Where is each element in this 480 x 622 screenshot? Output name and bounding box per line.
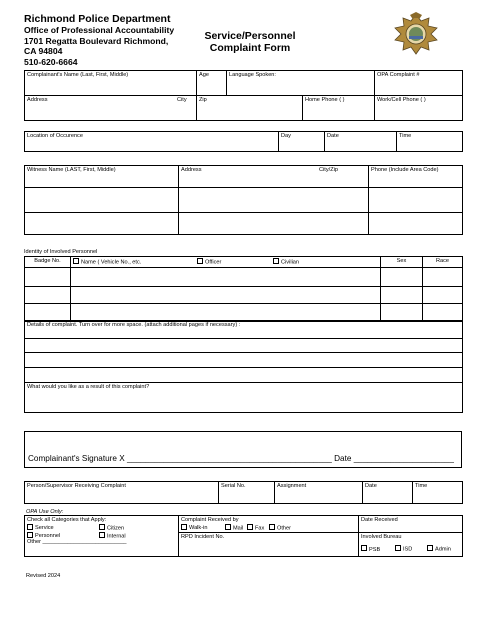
categories-label: Check all Categories that Apply: xyxy=(27,517,107,523)
assignment-field[interactable] xyxy=(275,482,363,504)
rpd-incident-field[interactable] xyxy=(179,532,359,556)
org-city: CA 94804 xyxy=(24,46,63,56)
other-received-checkbox[interactable] xyxy=(269,524,275,530)
details-table xyxy=(24,320,463,413)
receiving-time-field[interactable] xyxy=(413,482,463,504)
witness-address-field[interactable] xyxy=(179,166,369,188)
service-checkbox[interactable] xyxy=(27,524,33,530)
receiving-date-field[interactable] xyxy=(363,482,413,504)
details-label: Details of complaint. Turn over for more space. (attach additional pages if necessary) : xyxy=(27,322,241,328)
isd-label: ISD xyxy=(403,546,413,553)
day-field[interactable] xyxy=(279,132,325,152)
serial-no-label: Serial No. xyxy=(221,483,246,489)
badge-no-header xyxy=(25,257,71,268)
isd-checkbox[interactable] xyxy=(395,545,401,551)
walkin-checkbox[interactable] xyxy=(181,524,187,530)
personnel-name-label: Name ( Vehicle No., etc. xyxy=(81,259,142,266)
witness-row-cell[interactable] xyxy=(369,213,463,235)
personnel-cell[interactable] xyxy=(71,287,381,304)
personnel-section-label: Identity of Involved Personnel xyxy=(24,249,98,255)
opa-use-table xyxy=(24,515,463,557)
time-field[interactable] xyxy=(397,132,463,152)
citizen-label: Citizen xyxy=(107,525,125,532)
age-label: Age xyxy=(199,72,209,78)
witness-cityzip-label: City/Zip xyxy=(319,167,338,173)
received-by-label: Complaint Received by xyxy=(181,517,239,523)
rpd-incident-label: RPD Incident No. xyxy=(181,533,225,540)
personnel-cell[interactable] xyxy=(71,304,381,322)
sex-label: Sex xyxy=(396,258,407,264)
receiving-table xyxy=(24,481,463,504)
witness-row-cell[interactable] xyxy=(369,188,463,213)
witness-phone-label: Phone (Include Area Code) xyxy=(371,167,439,173)
date-field[interactable] xyxy=(325,132,397,152)
admin-checkbox[interactable] xyxy=(427,545,433,551)
date-label: Date xyxy=(327,133,339,139)
civilian-label: Civilian xyxy=(281,259,300,266)
personnel-cell[interactable] xyxy=(423,287,463,304)
address-label: Address xyxy=(27,97,48,103)
personnel-cell[interactable] xyxy=(25,304,71,322)
result-field[interactable] xyxy=(25,383,463,413)
personnel-checkbox[interactable] xyxy=(27,532,33,538)
location-field[interactable] xyxy=(25,132,279,152)
walkin-label: Walk-in xyxy=(189,525,208,532)
time-label: Time xyxy=(399,133,412,139)
org-phone: 510-620-6664 xyxy=(24,56,78,67)
checkbox-icon[interactable] xyxy=(73,258,79,264)
personnel-table xyxy=(24,256,463,322)
age-field[interactable] xyxy=(197,71,227,96)
receiving-date-label: Date xyxy=(365,483,377,489)
receiving-person-label: Person/Supervisor Receiving Complaint xyxy=(27,483,126,489)
signature-table xyxy=(24,431,462,468)
personnel-cell[interactable] xyxy=(381,287,423,304)
language-label: Language Spoken: xyxy=(229,72,276,78)
home-phone-label: Home Phone ( ) xyxy=(305,97,345,103)
witness-phone-field[interactable] xyxy=(369,166,463,188)
home-phone-field[interactable] xyxy=(303,96,375,121)
date-received-field[interactable] xyxy=(359,516,463,533)
personnel-cell[interactable] xyxy=(423,268,463,287)
race-header xyxy=(423,257,463,268)
psb-label: PSB xyxy=(369,546,381,553)
zip-label: Zip xyxy=(199,97,207,103)
details-line[interactable] xyxy=(25,368,463,383)
received-by-field xyxy=(179,516,359,533)
witness-row-cell[interactable] xyxy=(25,213,179,235)
opa-complaint-label: OPA Complaint # xyxy=(377,72,420,78)
signature-field[interactable] xyxy=(25,432,462,468)
personnel-category-label: Personnel xyxy=(35,533,61,540)
witness-row-cell[interactable] xyxy=(25,188,179,213)
form-title-line2: Complaint Form xyxy=(209,42,291,54)
personnel-cell[interactable] xyxy=(381,268,423,287)
citizen-checkbox[interactable] xyxy=(99,524,105,530)
organization-address xyxy=(24,13,174,67)
race-label: Race xyxy=(435,258,450,264)
language-field[interactable] xyxy=(227,71,375,96)
officer-checkbox[interactable] xyxy=(197,258,203,264)
signature-label: Complainant's Signature X _____________________________________________ Date ______________________ xyxy=(28,454,454,464)
work-phone-label: Work/Cell Phone ( ) xyxy=(377,97,426,103)
complainant-table xyxy=(24,70,463,121)
org-office: Office of Professional Accountability xyxy=(24,25,175,35)
personnel-name-header xyxy=(71,257,381,268)
personnel-cell[interactable] xyxy=(25,287,71,304)
work-phone-field[interactable] xyxy=(375,96,463,121)
admin-label: Admin xyxy=(435,546,451,553)
witness-table xyxy=(24,165,463,235)
other-category-line[interactable]: Other ___________________________ xyxy=(27,538,127,545)
internal-checkbox[interactable] xyxy=(99,532,105,538)
revised-note: Revised 2024 xyxy=(26,573,61,579)
psb-checkbox[interactable] xyxy=(361,545,367,551)
witness-name-field[interactable] xyxy=(25,166,179,188)
categories-field xyxy=(25,516,179,557)
mail-checkbox[interactable] xyxy=(225,524,231,530)
org-street: 1701 Regatta Boulevard Richmond, xyxy=(24,35,169,46)
mail-label: Mail xyxy=(233,525,244,532)
involved-bureau-field xyxy=(359,532,463,556)
personnel-cell[interactable] xyxy=(381,304,423,322)
opa-complaint-field[interactable] xyxy=(375,71,463,96)
service-label: Service xyxy=(35,525,54,532)
fax-label: Fax xyxy=(255,525,265,532)
opa-use-heading: OPA Use Only: xyxy=(26,509,64,515)
date-received-label: Date Received xyxy=(361,517,398,523)
badge-no-label: Badge No. xyxy=(34,258,61,264)
officer-label: Officer xyxy=(205,259,222,266)
occurrence-table xyxy=(24,131,463,152)
receiving-time-label: Time xyxy=(415,483,428,489)
receiving-person-field[interactable] xyxy=(25,482,219,504)
personnel-cell[interactable] xyxy=(71,268,381,287)
details-line[interactable] xyxy=(25,339,463,353)
form-title-line1: Service/Personnel xyxy=(204,30,296,42)
address-field[interactable] xyxy=(25,96,197,121)
fax-checkbox[interactable] xyxy=(247,524,253,530)
witness-row-cell[interactable] xyxy=(179,188,369,213)
day-label: Day xyxy=(281,133,291,139)
assignment-label: Assignment xyxy=(277,483,307,489)
result-label: What would you like as a result of this complaint? xyxy=(27,384,150,390)
other-received-label: Other xyxy=(277,525,291,532)
witness-name-label: Witness Name (LAST, First, Middle) xyxy=(27,167,116,173)
location-label: Location of Occurence xyxy=(27,133,83,139)
form-title xyxy=(190,30,310,54)
details-line[interactable] xyxy=(25,353,463,368)
details-field[interactable] xyxy=(25,321,463,339)
sex-header xyxy=(381,257,423,268)
involved-bureau-label: Involved Bureau xyxy=(361,533,402,540)
personnel-cell[interactable] xyxy=(423,304,463,322)
witness-row-cell[interactable] xyxy=(179,213,369,235)
personnel-cell[interactable] xyxy=(25,268,71,287)
complainant-name-field[interactable] xyxy=(25,71,197,96)
witness-address-label: Address xyxy=(181,167,202,173)
internal-label: Internal xyxy=(107,533,126,540)
police-badge-icon xyxy=(392,12,440,56)
civilian-checkbox[interactable] xyxy=(273,258,279,264)
complainant-name-label: Complainant's Name (Last, First, Middle) xyxy=(27,72,129,78)
org-name: Richmond Police Department xyxy=(24,13,171,25)
serial-no-field[interactable] xyxy=(219,482,275,504)
city-label: City xyxy=(177,97,187,103)
zip-field[interactable] xyxy=(197,96,303,121)
